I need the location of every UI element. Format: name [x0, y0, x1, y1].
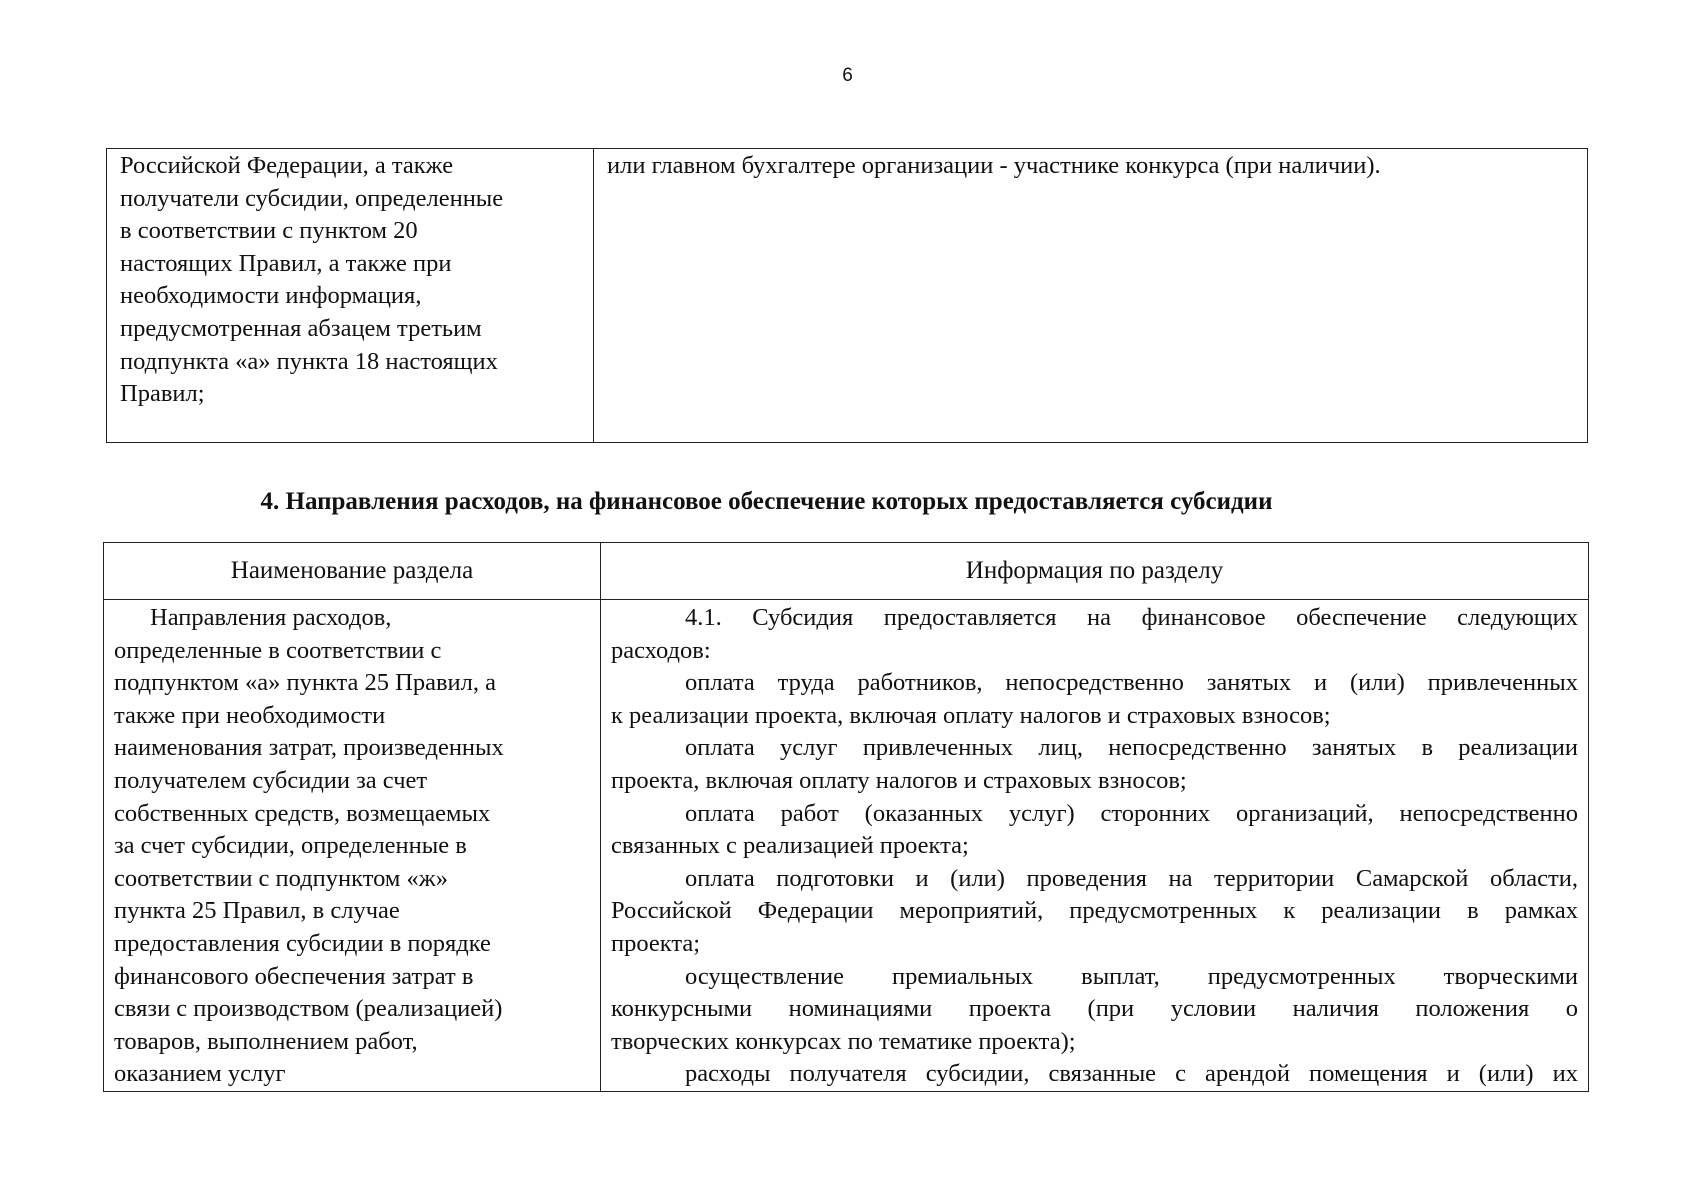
table-row	[104, 600, 1589, 1092]
section-name-cell	[104, 600, 601, 1092]
cell-line: Направления расходов,	[150, 604, 392, 631]
cell-line: Российской Федерации мероприятий, предусмотренных к реализации в рамках	[611, 897, 1578, 925]
expenses-table	[103, 542, 1589, 1092]
section-info-cell	[601, 600, 1589, 1092]
cell-line: проекта, включая оплату налогов и страховых взносов;	[611, 766, 1187, 794]
cell-line: 4.1. Субсидия предоставляется на финансовое обеспечение следующих	[685, 604, 1578, 631]
cell-line: финансового обеспечения затрат в	[114, 962, 474, 990]
cell-line: предусмотренная абзацем третьим	[120, 314, 482, 342]
cell-line: Правил;	[120, 380, 205, 408]
cell-line: подпунктом «а» пункта 25 Правил, а	[114, 669, 496, 697]
cell-line: оплата труда работников, непосредственно занятых и (или) привлеченных	[685, 669, 1578, 697]
cell-line: оказанием услуг	[114, 1060, 286, 1088]
cell-line: наименования затрат, произведенных	[114, 734, 504, 762]
cell-line: оплата работ (оказанных услуг) сторонних организаций, непосредственно	[685, 799, 1578, 827]
page-number: 6	[842, 65, 853, 86]
cell-line: оплата подготовки и (или) проведения на территории Самарской области,	[685, 864, 1578, 892]
cell-line: творческих конкурсах по тематике проекта);	[611, 1027, 1076, 1055]
cell-line: товаров, выполнением работ,	[114, 1027, 418, 1055]
cell-line: связи с производством (реализацией)	[114, 995, 503, 1023]
cell-line: получатели субсидии, определенные	[120, 184, 504, 212]
cell-line: необходимости информация,	[120, 282, 422, 310]
continuation-table	[106, 148, 1588, 443]
cell-line: определенные в соответствии с	[114, 636, 442, 664]
cell-line: оплата услуг привлеченных лиц, непосредственно занятых в реализации	[685, 734, 1578, 762]
cell-line: или главном бухгалтере организации - участнике конкурса (при наличии).	[607, 152, 1381, 179]
section-heading: 4. Направления расходов, на финансовое обеспечение которых предоставляется субсидии	[260, 488, 1273, 515]
cell-line: осуществление премиальных выплат, предусмотренных творческими	[685, 962, 1578, 990]
cell-line: за счет субсидии, определенные в	[114, 832, 467, 860]
cell-line: пункта 25 Правил, в случае	[114, 897, 400, 925]
cell-line: расходы получателя субсидии, связанные с арендой помещения и (или) их	[685, 1060, 1578, 1088]
cell-line: в соответствии с пунктом 20	[120, 217, 418, 245]
cell-line: подпункта «а» пункта 18 настоящих	[120, 347, 498, 375]
cell-line: к реализации проекта, включая оплату налогов и страховых взносов;	[611, 701, 1331, 729]
column-header-section-name: Наименование раздела	[104, 543, 601, 600]
cell-line: Российской Федерации, а также	[120, 152, 454, 179]
cell-line: связанных с реализацией проекта;	[611, 832, 969, 860]
continuation-right-cell	[594, 149, 1588, 443]
table-row	[107, 149, 1588, 443]
cell-line: также при необходимости	[114, 701, 386, 729]
cell-line: конкурсными номинациями проекта (при условии наличия положения о	[611, 995, 1578, 1023]
continuation-left-cell	[107, 149, 594, 443]
cell-line: соответствии с подпунктом «ж»	[114, 864, 448, 892]
cell-line: собственных средств, возмещаемых	[114, 799, 491, 827]
table-header-row	[104, 543, 1589, 600]
column-header-section-info: Информация по разделу	[601, 543, 1589, 600]
cell-line: предоставления субсидии в порядке	[114, 929, 491, 957]
cell-line: расходов:	[611, 636, 711, 664]
cell-line: проекта;	[611, 929, 701, 957]
cell-line: получателем субсидии за счет	[114, 766, 428, 794]
cell-line: настоящих Правил, а также при	[120, 249, 452, 277]
